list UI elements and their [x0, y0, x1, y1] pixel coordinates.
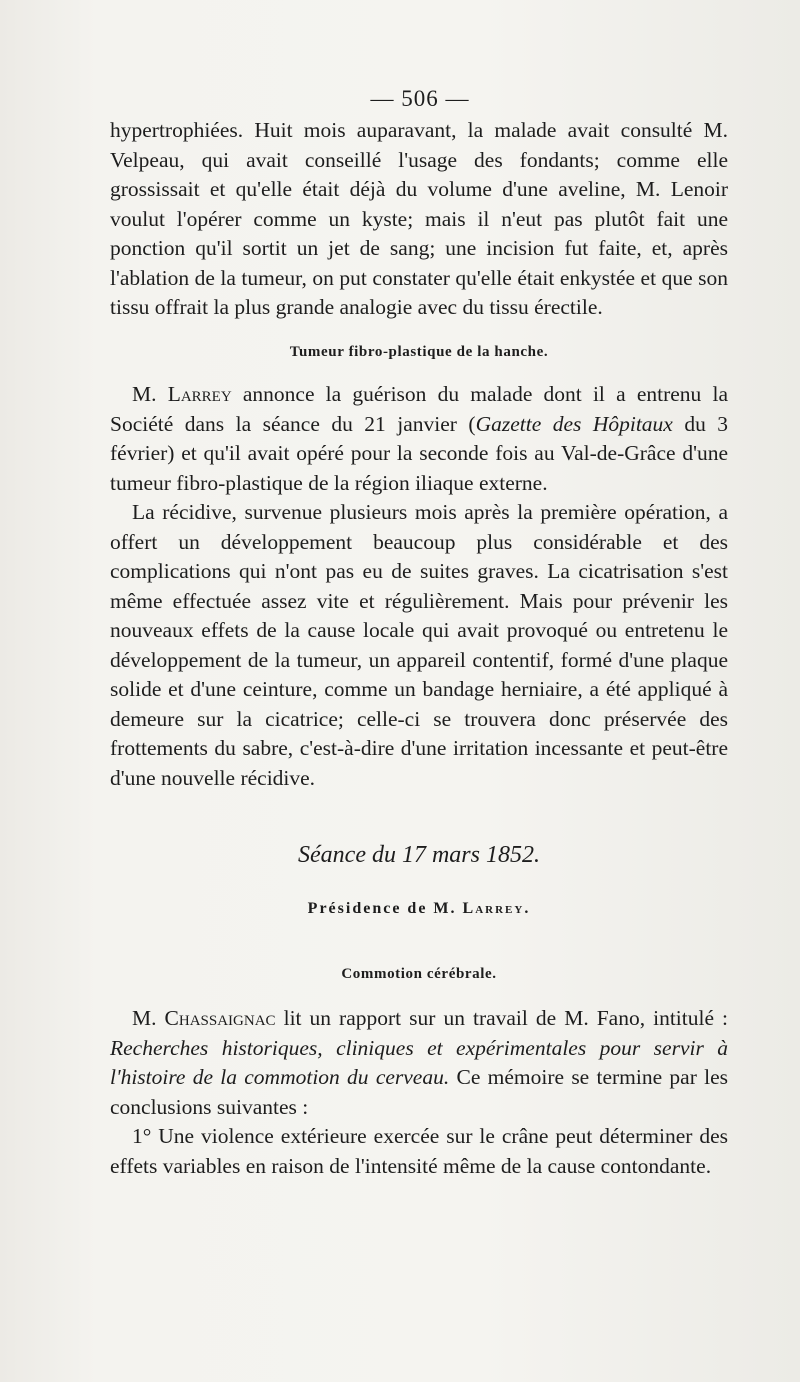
- paragraph-text: hypertrophiées. Huit mois auparavant, la malade avait consulté M. Velpeau, qui avait conseillé l'usage des fondants; comme elle grossissait et qu'elle était déjà du volume d'une aveline, M. Lenoir voulut l'opérer comme un kyste; mais il n'eut pas plutôt fait une ponction qu'il sortit un jet de sang; une incision fut faite, et, après l'ablation de la tumeur, on put constater qu'elle était enkystée et que son tissu offrait la plus grande analogie avec du tissu érectile.: [110, 118, 728, 319]
- speaker-name: Larrey: [167, 382, 232, 406]
- paragraph-continuation: [110, 116, 728, 323]
- journal-title: Gazette des Hôpitaux: [475, 411, 673, 436]
- conclusion-item-1: [110, 1122, 728, 1181]
- paragraph-text: du 3 février) et qu'il avait opéré pour la seconde fois au Val-de-Grâce d'une tumeur fibro-plastique de la région iliaque externe.: [110, 411, 729, 495]
- work-title: Recherches historiques, cliniques et expérimentales pour servir à l'histoire de la commotion du cerveau.: [110, 1035, 728, 1089]
- paragraph-chassaignac: [110, 1004, 728, 1122]
- speaker-name: Chassaignac: [164, 1006, 276, 1030]
- session-title: Séance du 17 mars 1852.: [298, 842, 540, 868]
- president-name: Larrey.: [462, 900, 531, 917]
- paragraph-text: annonce la guérison du malade dont il a entrenu la Société dans la séance du 21 janvier (: [110, 382, 728, 436]
- speaker-prefix: M.: [132, 382, 157, 406]
- paragraph-recidive: [110, 498, 728, 793]
- paragraph-text: 1° Une violence extérieure exercée sur le crâne peut déterminer des effets variables en raison de l'intensité même de la cause contondante.: [110, 1124, 728, 1178]
- section-heading-commotion: Commotion cérébrale.: [341, 966, 497, 982]
- paragraph-text: lit un rapport sur un travail de M. Fano, intitulé :: [283, 1006, 729, 1030]
- presidence-line: [110, 900, 728, 918]
- presidence-text: Présidence de M.: [307, 900, 457, 917]
- paragraph-text: La récidive, survenue plusieurs mois après la première opération, a offert un développement beaucoup plus considérable et des complications qui n'ont pas eu de suites graves. La cicatrisation s'est même effectuée assez vite et régulièrement. Mais pour prévenir les nouveaux effets de la cause locale qui avait provoqué ou entretenu le développement de la tumeur, un appareil contentif, formé d'une plaque solide et d'une ceinture, comme un bandage herniaire, a été appliqué à demeure sur la cicatrice; celle-ci se trouvera donc préservée des frottements du sabre, c'est-à-dire d'une irritation incessante et peut-être d'une nouvelle récidive.: [110, 500, 728, 790]
- paragraph-larrey: [110, 380, 728, 498]
- page-number: — 506 —: [370, 86, 470, 111]
- speaker-prefix: M.: [132, 1006, 157, 1030]
- section-heading-tumeur: Tumeur fibro-plastique de la hanche.: [289, 344, 549, 360]
- paragraph-text: Ce mémoire se termine par les conclusions suivantes :: [110, 1065, 728, 1119]
